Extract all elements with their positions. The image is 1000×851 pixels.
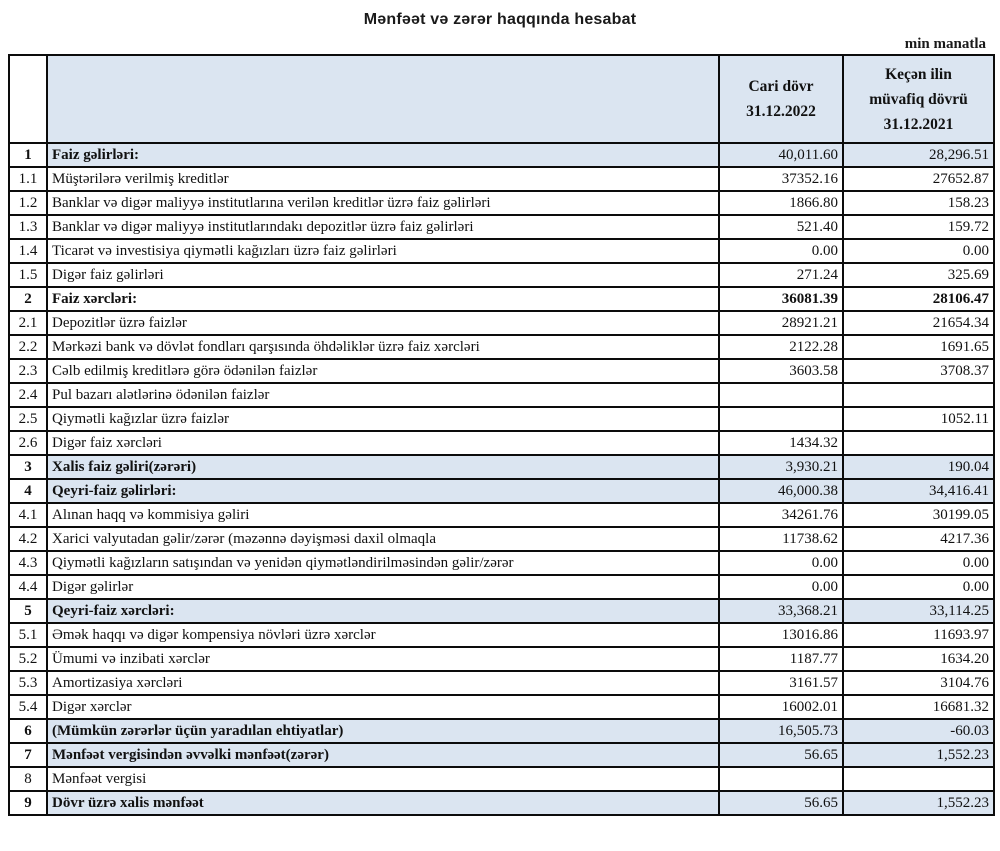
row-label-cell: Qeyri-faiz gəlirləri: [47,479,719,503]
row-current-value-cell: 271.24 [719,263,843,287]
table-row [9,527,994,551]
row-label-cell: Dövr üzrə xalis mənfəət [47,791,719,815]
table-row [9,167,994,191]
row-current-value-cell: 56.65 [719,743,843,767]
row-number-cell: 7 [9,743,47,767]
table-row [9,575,994,599]
row-number-cell: 9 [9,791,47,815]
row-number-cell: 5 [9,599,47,623]
row-current-value-cell: 11738.62 [719,527,843,551]
row-number-cell: 4.4 [9,575,47,599]
row-label-cell: Faiz gəlirləri: [47,143,719,167]
table-row [9,215,994,239]
row-number-cell: 2 [9,287,47,311]
row-label-cell: Alınan haqq və kommisiya gəliri [47,503,719,527]
row-current-value-cell: 56.65 [719,791,843,815]
row-number-cell: 5.3 [9,671,47,695]
header-current-period [719,55,843,143]
row-current-value-cell: 0.00 [719,239,843,263]
row-previous-value-cell: 11693.97 [843,623,994,647]
row-label-cell: Mənfəət vergisindən əvvəlki mənfəət(zərər) [47,743,719,767]
row-previous-value-cell: 3708.37 [843,359,994,383]
row-number-cell: 2.1 [9,311,47,335]
row-current-value-cell: 33,368.21 [719,599,843,623]
row-label-cell: Mənfəət vergisi [47,767,719,791]
table-row [9,335,994,359]
row-current-value-cell: 13016.86 [719,623,843,647]
row-label-cell: Əmək haqqı və digər kompensiya növləri üzrə xərclər [47,623,719,647]
row-label-cell: Qeyri-faiz xərcləri: [47,599,719,623]
header-previous-line3: 31.12.2021 [883,115,954,133]
row-label-cell: Digər faiz gəlirləri [47,263,719,287]
row-number-cell: 1.5 [9,263,47,287]
table-row [9,431,994,455]
row-previous-value-cell: 0.00 [843,551,994,575]
row-previous-value-cell [843,431,994,455]
row-previous-value-cell: 21654.34 [843,311,994,335]
row-number-cell: 8 [9,767,47,791]
row-label-cell: Banklar və digər maliyyə institutlarındakı depozitlər üzrə faiz gəlirləri [47,215,719,239]
header-current-line1: Cari dövr [748,78,814,95]
header-label-cell [47,55,719,143]
table-body [9,143,994,815]
table-header-row [9,55,994,143]
row-current-value-cell: 1866.80 [719,191,843,215]
row-current-value-cell [719,383,843,407]
pnl-table [8,54,995,816]
row-number-cell: 2.3 [9,359,47,383]
row-label-cell: (Mümkün zərərlər üçün yaradılan ehtiyatlar) [47,719,719,743]
row-previous-value-cell: 4217.36 [843,527,994,551]
row-label-cell: Cəlb edilmiş kreditlərə görə ödənilən faizlər [47,359,719,383]
row-previous-value-cell: 1691.65 [843,335,994,359]
row-label-cell: Müştərilərə verilmiş kreditlər [47,167,719,191]
row-number-cell: 1.2 [9,191,47,215]
table-row [9,623,994,647]
row-current-value-cell [719,407,843,431]
row-label-cell: Faiz xərcləri: [47,287,719,311]
table-row [9,359,994,383]
row-previous-value-cell: 0.00 [843,239,994,263]
row-current-value-cell: 3603.58 [719,359,843,383]
row-previous-value-cell: 34,416.41 [843,479,994,503]
table-row [9,311,994,335]
table-row [9,695,994,719]
row-previous-value-cell: 0.00 [843,575,994,599]
row-current-value-cell: 16,505.73 [719,719,843,743]
table-row [9,239,994,263]
row-number-cell: 5.4 [9,695,47,719]
row-number-cell: 5.2 [9,647,47,671]
row-previous-value-cell: 1634.20 [843,647,994,671]
table-row [9,647,994,671]
row-label-cell: Banklar və digər maliyyə institutlarına verilən kreditlər üzrə faiz gəlirləri [47,191,719,215]
row-current-value-cell: 1434.32 [719,431,843,455]
row-previous-value-cell: 28,296.51 [843,143,994,167]
row-number-cell: 1.1 [9,167,47,191]
row-label-cell: Digər xərclər [47,695,719,719]
table-row [9,191,994,215]
table-row [9,143,994,167]
table-row [9,599,994,623]
row-number-cell: 1 [9,143,47,167]
header-corner-cell [9,55,47,143]
row-label-cell: Qiymətli kağızlar üzrə faizlər [47,407,719,431]
row-previous-value-cell: 1,552.23 [843,743,994,767]
row-previous-value-cell: 325.69 [843,263,994,287]
row-number-cell: 2.6 [9,431,47,455]
row-label-cell: Amortizasiya xərcləri [47,671,719,695]
row-number-cell: 2.2 [9,335,47,359]
header-previous-line2: müvafiq dövrü [869,90,968,108]
row-previous-value-cell: 158.23 [843,191,994,215]
row-current-value-cell: 28921.21 [719,311,843,335]
row-previous-value-cell: 1052.11 [843,407,994,431]
row-current-value-cell: 0.00 [719,551,843,575]
row-previous-value-cell: -60.03 [843,719,994,743]
row-current-value-cell: 0.00 [719,575,843,599]
table-row [9,383,994,407]
row-previous-value-cell: 190.04 [843,455,994,479]
row-label-cell: Digər faiz xərcləri [47,431,719,455]
table-row [9,767,994,791]
row-number-cell: 4.3 [9,551,47,575]
row-current-value-cell: 37352.16 [719,167,843,191]
row-current-value-cell: 521.40 [719,215,843,239]
row-number-cell: 2.4 [9,383,47,407]
table-row [9,551,994,575]
row-current-value-cell: 46,000.38 [719,479,843,503]
row-current-value-cell: 3,930.21 [719,455,843,479]
row-label-cell: Xalis faiz gəliri(zərəri) [47,455,719,479]
row-current-value-cell: 36081.39 [719,287,843,311]
table-row [9,743,994,767]
row-number-cell: 5.1 [9,623,47,647]
table-row [9,287,994,311]
row-current-value-cell: 16002.01 [719,695,843,719]
row-number-cell: 4.2 [9,527,47,551]
row-number-cell: 1.3 [9,215,47,239]
row-label-cell: Qiymətli kağızların satışından və yenidən qiymətləndirilməsindən gəlir/zərər [47,551,719,575]
row-number-cell: 3 [9,455,47,479]
table-row [9,479,994,503]
row-previous-value-cell: 33,114.25 [843,599,994,623]
page-title: Mənfəət və zərər haqqında hesabat [363,11,637,28]
table-row [9,719,994,743]
row-label-cell: Depozitlər üzrə faizlər [47,311,719,335]
table-row [9,263,994,287]
row-previous-value-cell: 16681.32 [843,695,994,719]
row-previous-value-cell [843,767,994,791]
table-row [9,407,994,431]
row-current-value-cell: 2122.28 [719,335,843,359]
header-current-line2: 31.12.2022 [746,103,816,120]
table-row [9,671,994,695]
row-current-value-cell: 40,011.60 [719,143,843,167]
row-current-value-cell: 34261.76 [719,503,843,527]
row-label-cell: Ticarət və investisiya qiymətli kağızları üzrə faiz gəlirləri [47,239,719,263]
row-label-cell: Mərkəzi bank və dövlət fondları qarşısında öhdəliklər üzrə faiz xərcləri [47,335,719,359]
row-previous-value-cell: 27652.87 [843,167,994,191]
row-number-cell: 2.5 [9,407,47,431]
table-row [9,455,994,479]
row-previous-value-cell: 28106.47 [843,287,994,311]
table-row [9,791,994,815]
unit-note: min manatla [904,36,986,52]
row-number-cell: 6 [9,719,47,743]
row-label-cell: Pul bazarı alətlərinə ödənilən faizlər [47,383,719,407]
row-current-value-cell: 3161.57 [719,671,843,695]
row-previous-value-cell: 30199.05 [843,503,994,527]
header-previous-period [843,55,994,143]
row-label-cell: Digər gəlirlər [47,575,719,599]
table-row [9,503,994,527]
row-label-cell: Ümumi və inzibati xərclər [47,647,719,671]
row-current-value-cell [719,767,843,791]
row-previous-value-cell: 159.72 [843,215,994,239]
header-previous-line1: Keçən ilin [885,65,952,83]
row-number-cell: 4 [9,479,47,503]
row-label-cell: Xarici valyutadan gəlir/zərər (məzənnə dəyişməsi daxil olmaqla [47,527,719,551]
row-previous-value-cell [843,383,994,407]
row-number-cell: 1.4 [9,239,47,263]
row-number-cell: 4.1 [9,503,47,527]
row-previous-value-cell: 3104.76 [843,671,994,695]
row-current-value-cell: 1187.77 [719,647,843,671]
row-previous-value-cell: 1,552.23 [843,791,994,815]
